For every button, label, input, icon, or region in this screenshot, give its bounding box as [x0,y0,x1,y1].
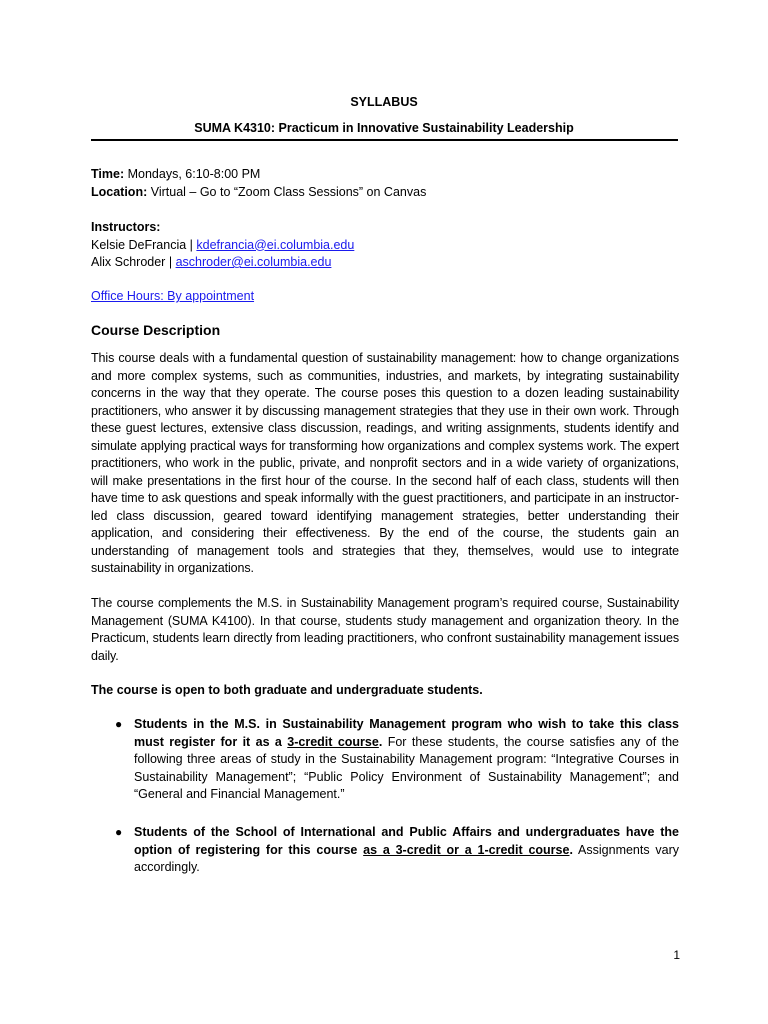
instructors-label: Instructors: [91,220,161,234]
office-hours-line [91,288,679,306]
bullet-text [134,716,679,804]
instructor-separator: | [168,255,173,269]
bullet-lead: Students of the School of International and Public Affairs and undergraduates have the option of registering for this course [134,825,679,857]
instructor-separator: | [189,237,193,252]
bullet-lead: Students in the M.S. in Sustainability Management program who wish to take this class must register for it as a [134,717,679,749]
bullet-rest: Assignments vary accordingly. [134,842,679,874]
title-divider [91,139,678,141]
description-paragraph: This course deals with a fundamental question of sustainability management: how to change organizations and more complex systems, such as communities, industries, and markets, by integrating sustainability concerns in the way that they operate. The course poses this question to a dozen leading sustainability practitioners, who answer it by discussing management strategies that they use in their own work. Through these guest lectures, extensive class discussion, readings, and writing assignments, students identify and simulate applying practical ways for transforming how organizations and complex systems work. The expert practitioners, who work in the public, private, and nonprofit sectors and in a wide variety of organizations, will make presentations in the first hour of the course. In the second half of each class, students will then have time to ask questions and speak informally with the guest practitioners, and participate in an instructor-led class discussion, geared toward identifying management strategies, better understanding their application, and considering their effectiveness. By the end of the course, the students gain an understanding of management tools and strategies that they, themselves, would use to integrate sustainability in organizations. [91,351,679,575]
location-line [91,184,679,202]
bullet-icon: ● [115,825,123,839]
list-item [91,824,679,877]
course-description-heading: Course Description [91,322,221,338]
bullet-text [134,824,679,877]
bullet-icon: ● [115,717,123,731]
office-hours-link[interactable]: Office Hours: By appointment [91,289,255,303]
instructor-row [91,237,679,255]
course-title: SUMA K4310: Practicum in Innovative Sustainability Leadership [194,121,574,135]
time-line [91,166,679,184]
instructor-email-link[interactable]: kdefrancia@ei.columbia.edu [196,237,355,252]
instructor-row [91,254,679,272]
instructor-name: Alix Schroder [91,255,166,269]
bullet-rest: For these students, the course satisfies any of the following three areas of study in the Sustainability Management program: “Integrative Courses in Sustainability Management”; “Public Policy Environment of Sustainability Management”; and “General and Financial Management.” [134,734,679,801]
bullet-lead-end: . [569,842,573,857]
bullet-underlined: as a 3-credit or a 1-credit course [363,842,570,857]
bullet-lead-end: . [378,734,383,749]
location-value: Virtual – Go to “Zoom Class Sessions” on Canvas [150,184,427,199]
list-item [91,716,679,804]
time-label: Time: [91,167,125,181]
document-title: SYLLABUS [350,95,418,109]
complement-paragraph: The course complements the M.S. in Sustainability Management program’s required course, Sustainability Management (SUMA K4100). In that course, students study management and organization theory. In the Practicum, students learn directly from leading practitioners, who confront sustainability management issues daily. [91,596,679,663]
instructor-email-link[interactable]: aschroder@ei.columbia.edu [175,255,332,269]
instructors-section [91,219,679,272]
page-number: 1 [673,948,680,962]
bullet-underlined: 3-credit course [287,734,379,749]
location-label: Location: [91,184,148,199]
course-meta [91,166,679,201]
eligibility-statement: The course is open to both graduate and undergraduate students. [91,683,483,697]
instructor-name: Kelsie DeFrancia [91,237,187,252]
time-value: Mondays, 6:10-8:00 PM [127,167,261,181]
